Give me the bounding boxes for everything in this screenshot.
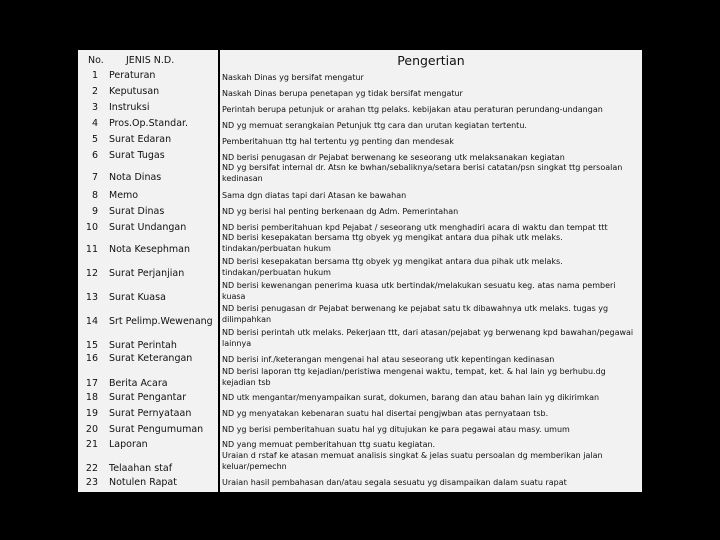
row-no: 3: [91, 102, 98, 113]
row-no: 9: [91, 206, 98, 217]
row-definition: ND berisi penugasan dr Pejabat berwenang ke seseorang utk melaksanakan kegiatan: [222, 153, 565, 162]
row-no: 15: [85, 340, 98, 351]
row-no: 20: [85, 424, 98, 435]
row-definition: ND berisi kesepakatan bersama ttg obyek yg mengikat antara dua pihak utk melaks.: [222, 233, 563, 242]
row-jenis: Laporan: [109, 439, 148, 450]
row-no: 18: [85, 392, 98, 403]
row-no: 14: [85, 316, 98, 327]
row-definition: Perintah berupa petunjuk or arahan ttg pelaks. kebijakan atau peraturan perundang-undangan: [222, 105, 603, 114]
row-jenis: Nota Kesephman: [109, 244, 191, 255]
row-definition-cont: kedinasan: [222, 174, 263, 183]
row-no: 22: [85, 463, 98, 474]
row-definition: Uraian hasil pembahasan dan/atau segala sesuatu yg disampaikan dalam suatu rapat: [222, 478, 567, 487]
row-no: 10: [85, 222, 98, 233]
row-no: 4: [91, 118, 98, 129]
row-no: 19: [85, 408, 98, 419]
row-definition: ND berisi laporan ttg kejadian/peristiwa mengenai waktu, tempat, ket. & hal lain yg berhubu.dg: [222, 367, 606, 376]
row-jenis: Surat Tugas: [109, 150, 165, 161]
row-definition: ND yg berisi pemberitahuan suatu hal yg ditujukan ke para pegawai atau masy. umum: [222, 425, 570, 434]
row-no: 8: [91, 190, 98, 201]
row-definition: Sama dgn diatas tapi dari Atasan ke bawahan: [222, 191, 407, 200]
row-no: 16: [85, 353, 98, 364]
row-jenis: Pros.Op.Standar.: [109, 118, 189, 129]
row-jenis: Surat Edaran: [109, 134, 172, 145]
row-jenis: Nota Dinas: [109, 172, 162, 183]
row-jenis: Surat Dinas: [109, 206, 165, 217]
row-no: 5: [91, 134, 98, 145]
row-jenis: Surat Kuasa: [109, 292, 166, 303]
row-definition-cont: tindakan/perbuatan hukum: [222, 268, 331, 277]
row-definition: Uraian d rstaf ke atasan memuat analisis singkat & jelas suatu persoalan dg memberikan jalan: [222, 451, 603, 460]
row-definition-cont: keluar/pemechn: [222, 462, 287, 471]
row-jenis: Memo: [109, 190, 139, 201]
row-no: 2: [91, 86, 98, 97]
row-no: 11: [85, 244, 98, 255]
row-jenis: Surat Pernyataan: [109, 408, 192, 419]
row-definition: Naskah Dinas yg bersifat mengatur: [222, 73, 364, 82]
row-no: 1: [91, 70, 98, 81]
row-jenis: Surat Pengantar: [109, 392, 187, 403]
row-definition: ND berisi kewenangan penerima kuasa utk bertindak/melakukan sesuatu keg. atas nama pemberi: [222, 281, 616, 290]
header-pengertian: Pengertian: [397, 53, 465, 68]
row-definition: ND yg berisi hal penting berkenaan dg Adm. Pemerintahan: [222, 207, 459, 216]
row-definition: Pemberitahuan ttg hal tertentu yg penting dan mendesak: [222, 137, 454, 146]
row-jenis: Peraturan: [109, 70, 156, 81]
row-jenis: Berita Acara: [109, 378, 168, 389]
row-jenis: Surat Perjanjian: [109, 268, 185, 279]
header-jenis: JENIS N.D.: [126, 55, 175, 66]
table-slide: [78, 50, 642, 492]
row-jenis: Surat Perintah: [109, 340, 177, 351]
row-no: 12: [85, 268, 98, 279]
row-definition: ND berisi pemberitahuan kpd Pejabat / seseorang utk menghadiri acara di waktu dan tempat ttt: [222, 223, 608, 232]
row-definition: ND berisi kesepakatan bersama ttg obyek yg mengikat antara dua pihak utk melaks.: [222, 257, 563, 266]
row-jenis: Keputusan: [109, 86, 160, 97]
row-definition-cont: dilimpahkan: [222, 315, 272, 324]
row-jenis: Notulen Rapat: [109, 477, 177, 488]
header-no: No.: [88, 55, 104, 66]
row-no: 17: [85, 378, 98, 389]
row-jenis: Surat Undangan: [109, 222, 187, 233]
row-definition: ND yang memuat pemberitahuan ttg suatu kegiatan.: [222, 440, 436, 449]
row-jenis: Srt Pelimp.Wewenang: [109, 316, 213, 327]
row-definition: ND berisi penugasan dr Pejabat berwenang ke pejabat satu tk dibawahnya utk melaks. tugas yg: [222, 304, 609, 313]
row-definition: ND yg menyatakan kebenaran suatu hal disertai pengjwban atas pernyataan tsb.: [222, 409, 549, 418]
row-definition: ND yg bersifat internal dr. Atsn ke bwhan/sebaliknya/setara berisi catatan/psn singkat ttg persoalan: [222, 163, 623, 172]
row-definition-cont: kejadian tsb: [222, 378, 271, 387]
row-no: 7: [91, 172, 98, 183]
row-definition: ND berisi perintah utk melaks. Pekerjaan ttt, dari atasan/pejabat yg berwenang kpd bawahan/pegawai: [222, 328, 634, 337]
row-definition: ND utk mengantar/menyampaikan surat, dokumen, barang dan atau bahan lain yg dikirimkan: [222, 393, 600, 402]
row-definition-cont: tindakan/perbuatan hukum: [222, 244, 331, 253]
row-definition-cont: lainnya: [222, 339, 252, 348]
row-no: 13: [85, 292, 98, 303]
row-definition-cont: kuasa: [222, 292, 246, 301]
row-no: 21: [85, 439, 98, 450]
row-jenis: Telaahan staf: [109, 463, 173, 474]
row-jenis: Instruksi: [109, 102, 150, 113]
row-definition: Naskah Dinas berupa penetapan yg tidak bersifat mengatur: [222, 89, 463, 98]
row-no: 23: [85, 477, 98, 488]
row-definition: ND berisi inf./keterangan mengenai hal atau seseorang utk kepentingan kedinasan: [222, 355, 555, 364]
row-jenis: Surat Pengumuman: [109, 424, 204, 435]
row-jenis: Surat Keterangan: [109, 353, 193, 364]
row-no: 6: [91, 150, 98, 161]
header-left-cell: [78, 50, 218, 72]
row-definition: ND yg memuat serangkaian Petunjuk ttg cara dan urutan kegiatan tertentu.: [222, 121, 527, 130]
header-right-cell: [220, 50, 642, 72]
